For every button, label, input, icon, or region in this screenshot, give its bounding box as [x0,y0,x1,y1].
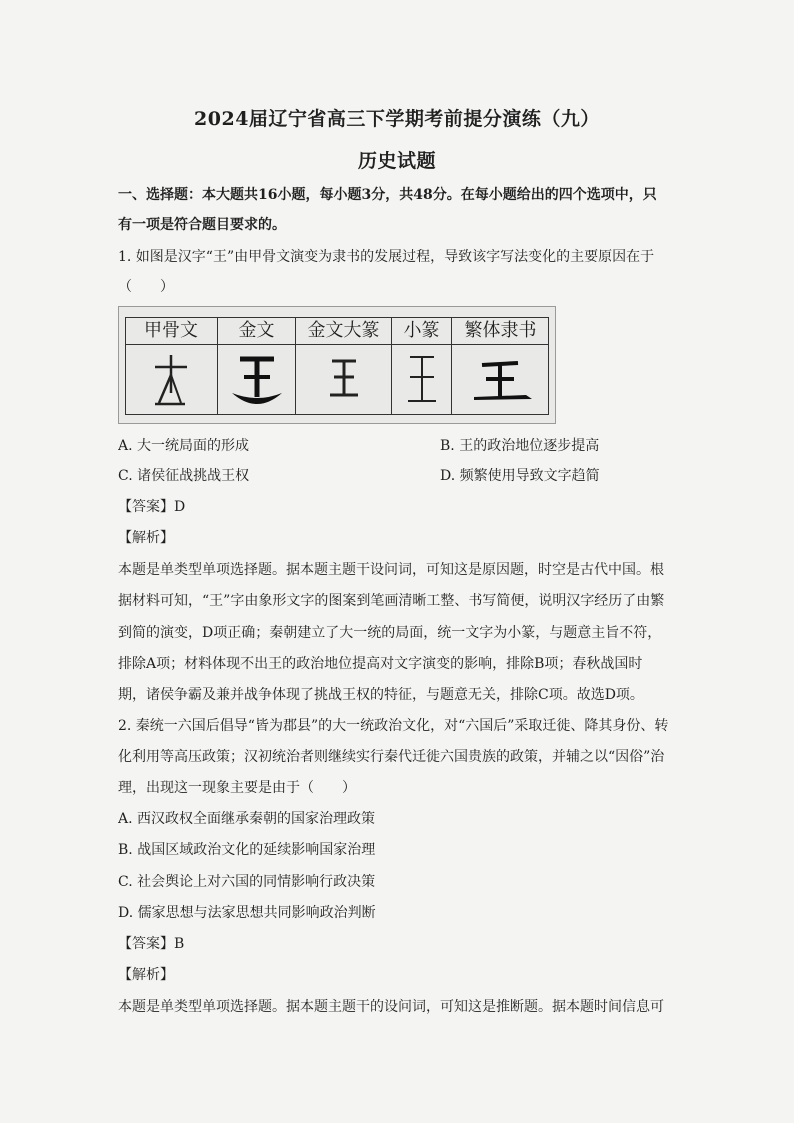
q2-stem-line-1: 2. 秦统一六国后倡导“皆为郡县”的大一统政治文化，对“六国后”采取迁徙、降其身份、转 [118,718,669,734]
q1-analysis-line-3: 到简的演变，D项正确；秦朝建立了大一统的局面，统一文字为小篆，与题意主旨不符， [118,625,662,641]
q1-analysis-label: 【解析】 [118,530,174,546]
q2-analysis-label: 【解析】 [118,967,174,983]
q1-analysis-line-1: 本题是单类型单项选择题。据本题主题干设问词，可知这是原因题，时空是古代中国。根 [118,562,664,578]
great-seal-wang-glyph [296,345,391,415]
q2-option-d: D. 儒家思想与法家思想共同影响政治判断 [118,905,376,921]
table-column-clerical [451,317,549,415]
section-heading-line-1: 一、选择题：本大题共16小题，每小题3分，共48分。在每小题给出的四个选项中，只 [118,187,657,203]
document-subtitle: 历史试题 [357,150,436,172]
q2-stem-line-3: 理，出现这一现象主要是由于（ ） [118,780,356,796]
document-title: 2024届辽宁省高三下学期考前提分演练（九） [194,108,600,130]
q2-option-c: C. 社会舆论上对六国的同情影响行政决策 [118,874,376,890]
q1-answer: 【答案】D [118,499,186,515]
table-header-great-seal: 金文大篆 [296,317,391,345]
table-header-small-seal: 小篆 [392,317,451,345]
table-column-small-seal [391,317,451,415]
q1-option-d: D. 频繁使用导致文字趋简 [440,468,600,484]
clerical-wang-glyph [452,345,549,415]
q1-option-a: A. 大一统局面的形成 [118,438,250,454]
q2-answer: 【答案】B [118,936,185,952]
small-seal-wang-glyph [392,345,451,415]
oracle-bone-wang-glyph [125,345,217,415]
q1-stem-line-2: （ ） [118,279,174,295]
table-header-clerical: 繁体隶书 [452,317,549,345]
character-evolution-table [118,306,556,424]
q1-stem-line-1: 1. 如图是汉字“王”由甲骨文演变为隶书的发展过程，导致该字写法变化的主要原因在于 [118,249,655,265]
q2-option-a: A. 西汉政权全面继承秦朝的国家治理政策 [118,811,376,827]
table-column-great-seal [295,317,391,415]
table-header-oracle-bone: 甲骨文 [125,317,217,345]
q1-option-b: B. 王的政治地位逐步提高 [440,438,600,454]
q1-analysis-line-4: 排除A项；材料体现不出王的政治地位提高对文字演变的影响，排除B项；春秋战国时 [118,656,643,672]
q1-option-c: C. 诸侯征战挑战王权 [118,468,250,484]
q2-analysis-line-1: 本题是单类型单项选择题。据本题主题干的设问词，可知这是推断题。据本题时间信息可 [118,999,664,1015]
table-column-bronze [217,317,295,415]
q1-analysis-line-5: 期，诸侯争霸及兼并战争体现了挑战王权的特征，与题意无关，排除C项。故选D项。 [118,687,644,703]
q2-option-b: B. 战国区域政治文化的延续影响国家治理 [118,842,376,858]
table-header-bronze: 金文 [218,317,295,345]
bronze-wang-glyph [218,345,295,415]
table-column-oracle-bone [125,317,217,415]
q2-stem-line-2: 化利用等高压政策；汉初统治者则继续实行秦代迁徙六国贵族的政策，并辅之以“因俗”治 [118,749,665,765]
q1-analysis-line-2: 据材料可知，“王”字由象形文字的图案到笔画清晰工整、书写简便，说明汉字经历了由繁 [118,593,665,609]
section-heading-line-2: 有一项是符合题目要求的。 [118,217,286,233]
